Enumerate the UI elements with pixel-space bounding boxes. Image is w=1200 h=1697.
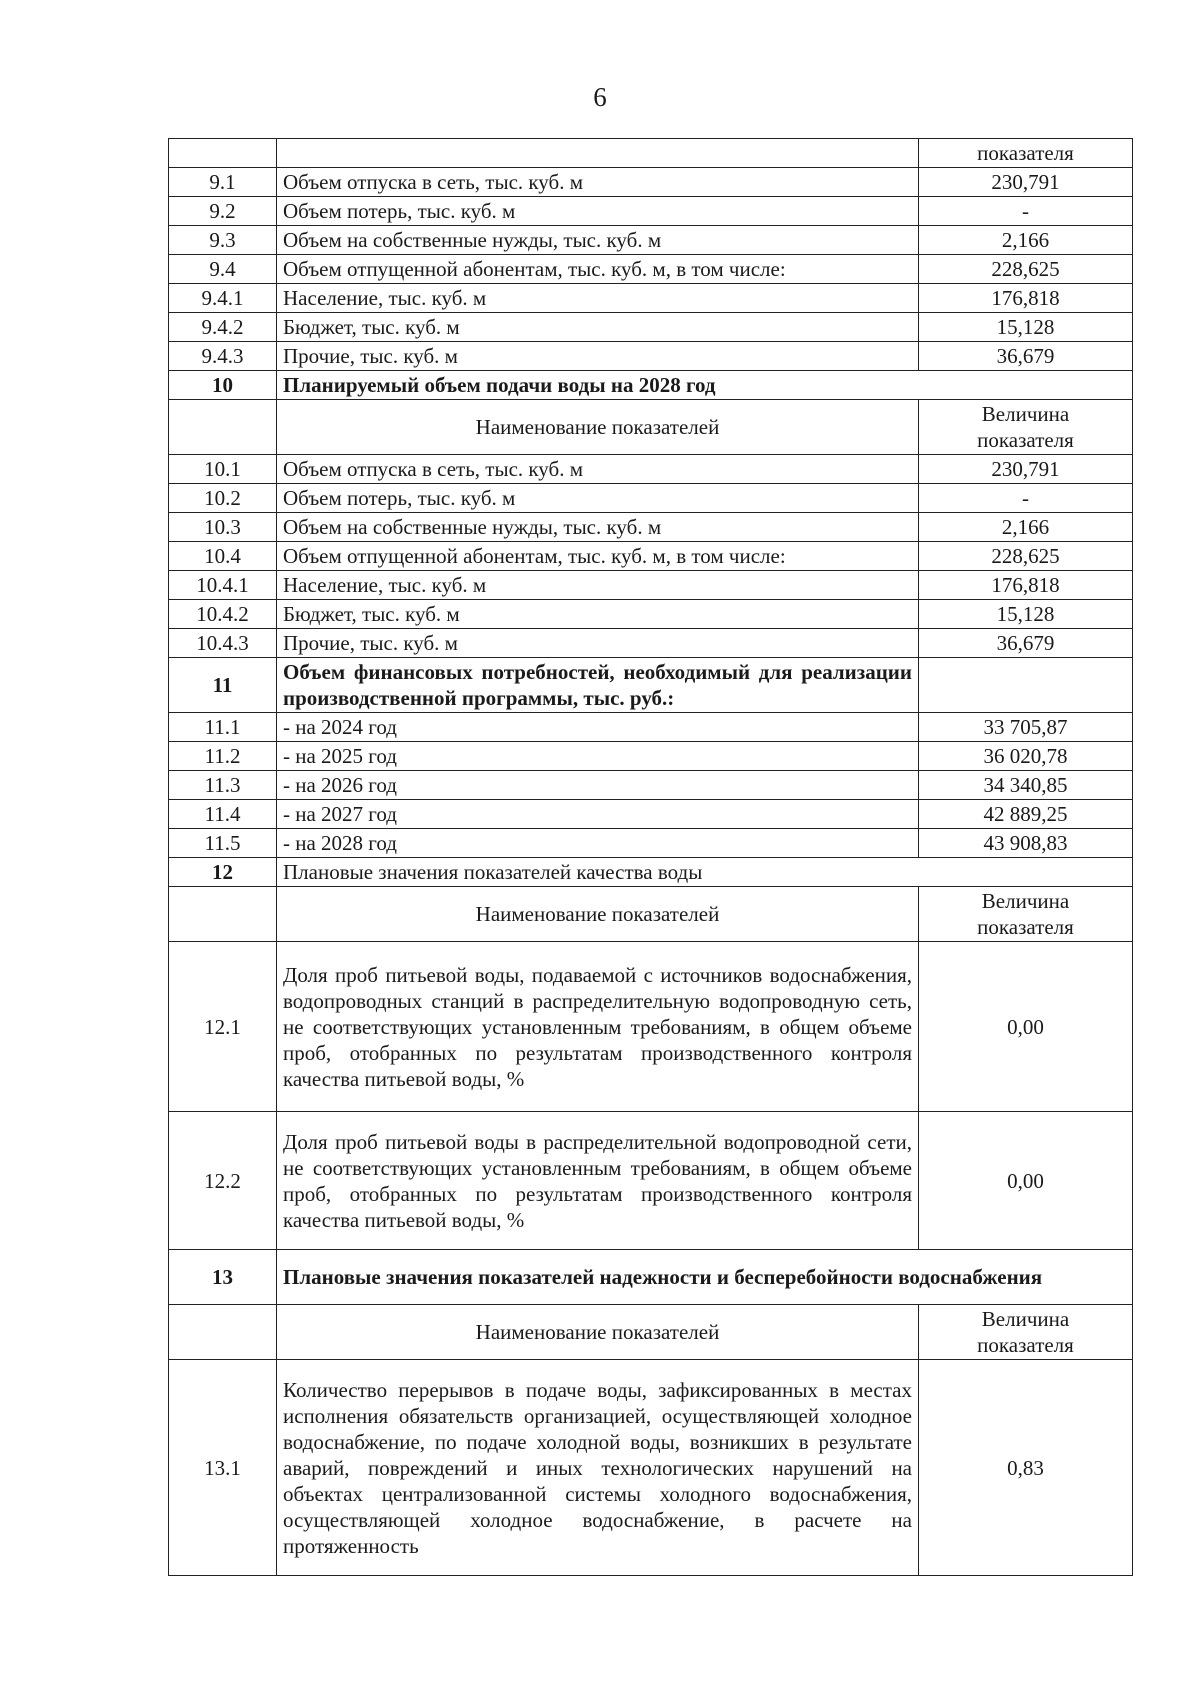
row-value: 0,83	[919, 1360, 1133, 1576]
column-header-row	[169, 887, 1133, 942]
number-cell	[169, 400, 277, 455]
page-number: 6	[593, 82, 607, 112]
row-label: Количество перерывов в подаче воды, зафиксированных в местах исполнения обязательств организацией, осуществляющей холодное водоснабжение, по подаче холодной воды, возникших в результате аварий, повреждений и иных технологических нарушений на объектах централизованной системы холодного водоснабжения, осуществляющей холодное водоснабжение, в расчете на протяженность	[277, 1360, 919, 1576]
number-cell	[169, 1305, 277, 1360]
row-label: - на 2026 год	[277, 771, 919, 800]
table-row	[169, 455, 1133, 484]
table-row	[169, 513, 1133, 542]
table-row	[169, 226, 1133, 255]
row-value: 228,625	[919, 542, 1133, 571]
section-title: Плановые значения показателей качества воды	[277, 858, 1133, 887]
table-row	[169, 255, 1133, 284]
table-row	[169, 742, 1133, 771]
table-row	[169, 197, 1133, 226]
section-number: 11	[169, 658, 277, 713]
section-row	[169, 1250, 1133, 1305]
table-row	[169, 313, 1133, 342]
name-header: Наименование показателей	[277, 400, 919, 455]
row-label: Объем на собственные нужды, тыс. куб. м	[277, 226, 919, 255]
row-number: 12.1	[169, 942, 277, 1112]
row-label: Население, тыс. куб. м	[277, 284, 919, 313]
section-row	[169, 858, 1133, 887]
row-value: 36,679	[919, 342, 1133, 371]
row-value: 230,791	[919, 168, 1133, 197]
table-row	[169, 284, 1133, 313]
row-value: -	[919, 197, 1133, 226]
row-value: -	[919, 484, 1133, 513]
section-title: Плановые значения показателей надежности и бесперебойности водоснабжения	[277, 1250, 1133, 1305]
number-cell	[169, 139, 277, 168]
table-row	[169, 771, 1133, 800]
section-number: 12	[169, 858, 277, 887]
table-row	[169, 600, 1133, 629]
row-label: Прочие, тыс. куб. м	[277, 629, 919, 658]
section-row	[169, 658, 1133, 713]
row-label: Бюджет, тыс. куб. м	[277, 313, 919, 342]
row-label: Объем отпуска в сеть, тыс. куб. м	[277, 455, 919, 484]
section-number: 10	[169, 371, 277, 400]
row-number: 11.2	[169, 742, 277, 771]
row-number: 9.4.3	[169, 342, 277, 371]
value-header-line1: Величина	[981, 889, 1070, 913]
section-number: 13	[169, 1250, 277, 1305]
table-row	[169, 800, 1133, 829]
value-header-line2: показателя	[977, 915, 1074, 939]
row-value: 15,128	[919, 600, 1133, 629]
table-row	[169, 168, 1133, 197]
row-number: 11.5	[169, 829, 277, 858]
row-value: 2,166	[919, 226, 1133, 255]
row-label: Доля проб питьевой воды, подаваемой с источников водоснабжения, водопроводных станций в распределительную водопроводную сеть, не соответствующих установленным требованиям, в общем объеме проб, отобранных по результатам производственного контроля качества питьевой воды, %	[277, 942, 919, 1112]
row-value: 36,679	[919, 629, 1133, 658]
name-header: Наименование показателей	[277, 887, 919, 942]
row-number: 10.1	[169, 455, 277, 484]
row-number: 13.1	[169, 1360, 277, 1576]
column-header-row	[169, 400, 1133, 455]
row-label: Прочие, тыс. куб. м	[277, 342, 919, 371]
column-header-row	[169, 1305, 1133, 1360]
row-label: Объем отпущенной абонентам, тыс. куб. м, в том числе:	[277, 255, 919, 284]
row-number: 10.4.2	[169, 600, 277, 629]
table-row	[169, 829, 1133, 858]
indicators-table	[168, 138, 1133, 1576]
value-header	[919, 1305, 1133, 1360]
table-row	[169, 342, 1133, 371]
table-row	[169, 942, 1133, 1112]
row-label: Население, тыс. куб. м	[277, 571, 919, 600]
row-label: Объем отпуска в сеть, тыс. куб. м	[277, 168, 919, 197]
row-label: Объем отпущенной абонентам, тыс. куб. м, в том числе:	[277, 542, 919, 571]
table-row	[169, 139, 1133, 168]
value-cell	[919, 658, 1133, 713]
row-value: 15,128	[919, 313, 1133, 342]
section-row	[169, 371, 1133, 400]
section-title: Объем финансовых потребностей, необходимый для реализации производственной программы, тыс. руб.:	[277, 658, 919, 713]
table-row	[169, 1112, 1133, 1250]
row-number: 9.3	[169, 226, 277, 255]
row-value: 176,818	[919, 284, 1133, 313]
table-row	[169, 484, 1133, 513]
table-row	[169, 571, 1133, 600]
name-header: Наименование показателей	[277, 1305, 919, 1360]
row-value: 176,818	[919, 571, 1133, 600]
row-label: Доля проб питьевой воды в распределительной водопроводной сети, не соответствующих установленным требованиям, в общем объеме проб, отобранных по результатам производственного контроля качества питьевой воды, %	[277, 1112, 919, 1250]
row-value: 0,00	[919, 942, 1133, 1112]
row-number: 9.4.1	[169, 284, 277, 313]
row-label: - на 2024 год	[277, 713, 919, 742]
row-value: 34 340,85	[919, 771, 1133, 800]
number-cell	[169, 887, 277, 942]
row-value: 0,00	[919, 1112, 1133, 1250]
row-label: Объем на собственные нужды, тыс. куб. м	[277, 513, 919, 542]
row-label: Объем потерь, тыс. куб. м	[277, 197, 919, 226]
value-header-line2: показателя	[977, 428, 1074, 452]
value-header-line1: Величина	[981, 402, 1070, 426]
table-row	[169, 542, 1133, 571]
row-number: 9.2	[169, 197, 277, 226]
row-number: 11.4	[169, 800, 277, 829]
row-number: 10.4.1	[169, 571, 277, 600]
row-value: 228,625	[919, 255, 1133, 284]
table-row	[169, 1360, 1133, 1576]
row-number: 9.1	[169, 168, 277, 197]
row-number: 10.3	[169, 513, 277, 542]
row-label: - на 2027 год	[277, 800, 919, 829]
row-number: 10.4	[169, 542, 277, 571]
row-label: - на 2025 год	[277, 742, 919, 771]
row-value: 2,166	[919, 513, 1133, 542]
name-cell	[277, 139, 919, 168]
row-label: Объем потерь, тыс. куб. м	[277, 484, 919, 513]
row-number: 12.2	[169, 1112, 277, 1250]
row-label: - на 2028 год	[277, 829, 919, 858]
row-number: 10.2	[169, 484, 277, 513]
value-header-cell: показателя	[919, 139, 1133, 168]
row-number: 11.1	[169, 713, 277, 742]
value-header	[919, 400, 1133, 455]
value-header-line1: Величина	[981, 1307, 1070, 1331]
row-number: 11.3	[169, 771, 277, 800]
table-row	[169, 713, 1133, 742]
row-value: 43 908,83	[919, 829, 1133, 858]
row-number: 10.4.3	[169, 629, 277, 658]
row-value: 33 705,87	[919, 713, 1133, 742]
row-label: Бюджет, тыс. куб. м	[277, 600, 919, 629]
row-value: 36 020,78	[919, 742, 1133, 771]
value-header	[919, 887, 1133, 942]
value-header-line2: показателя	[977, 1333, 1074, 1357]
row-value: 42 889,25	[919, 800, 1133, 829]
row-number: 9.4.2	[169, 313, 277, 342]
row-number: 9.4	[169, 255, 277, 284]
table-row	[169, 629, 1133, 658]
row-value: 230,791	[919, 455, 1133, 484]
section-title: Планируемый объем подачи воды на 2028 год	[277, 371, 1133, 400]
